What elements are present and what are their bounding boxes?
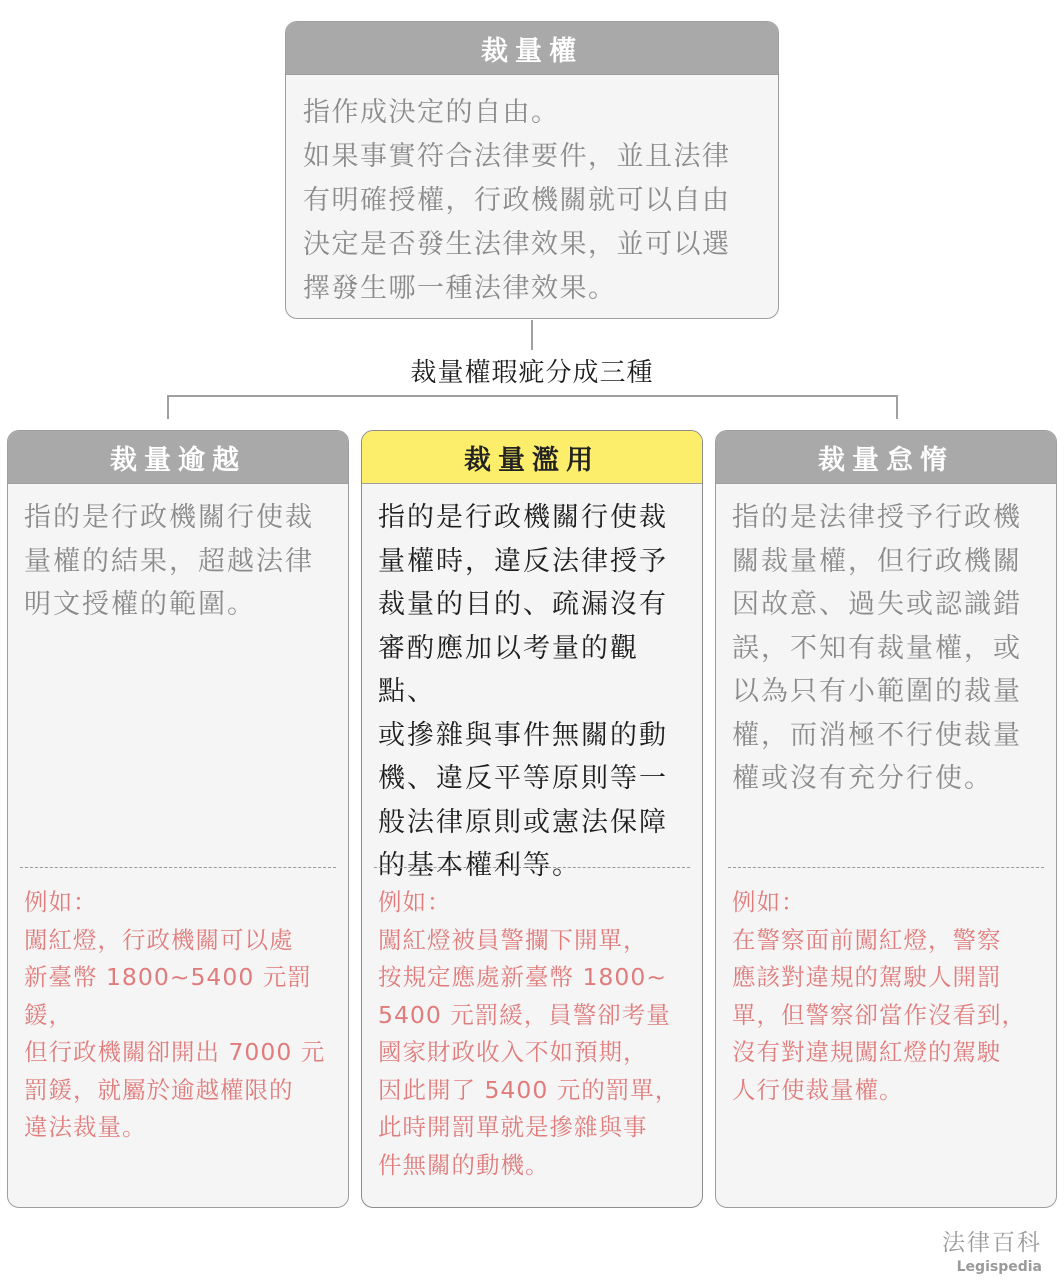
discretion-definition-line: 擇發生哪一種法律效果。 xyxy=(303,273,617,304)
example-line: 闖紅燈，行政機關可以處 xyxy=(24,925,294,954)
definition-line: 量權的結果，超越法律 xyxy=(24,545,314,577)
brand-name-en: Legispedia xyxy=(956,1259,1042,1275)
example-section xyxy=(24,884,336,1147)
example-line: 件無關的動機。 xyxy=(378,1150,550,1179)
example-section xyxy=(732,884,1044,1109)
failure-title: 裁量怠惰 xyxy=(716,431,1056,484)
discretion-title: 裁量權 xyxy=(286,22,778,75)
example-line: 按規定應處新臺幣 1800~ xyxy=(378,963,667,991)
definition-line: 以為只有小範圍的裁量 xyxy=(732,676,1022,707)
connector-horizontal xyxy=(167,395,897,397)
example-line: 違法裁量。 xyxy=(24,1113,147,1141)
connector-vertical-top xyxy=(531,320,533,350)
example-line: 罰鍰，就屬於逾越權限的 xyxy=(24,1075,294,1104)
discretion-definition-line: 有明確授權，行政機關就可以自由 xyxy=(303,185,731,216)
example-line: 沒有對違規闖紅燈的駕駛 xyxy=(732,1038,1002,1066)
definition-line: 指的是行政機關行使裁 xyxy=(24,502,314,533)
discretion-definition-line: 決定是否發生法律效果，並可以選 xyxy=(303,229,731,260)
branch-label: 裁量權瑕疵分成三種 xyxy=(410,358,654,388)
example-line: 國家財政收入不如預期， xyxy=(378,1038,648,1066)
connector-left-drop xyxy=(167,395,169,419)
definition-line: 裁量的目的、疏漏沒有 xyxy=(378,589,668,620)
example-label: 例如： xyxy=(732,888,806,916)
definition-line: 權，而消極不行使裁量 xyxy=(732,719,1022,751)
example-label: 例如： xyxy=(378,888,452,916)
discretion-definition-line: 如果事實符合法律要件，並且法律 xyxy=(303,141,731,172)
example-line: 應該對違規的駕駛人開罰 xyxy=(732,963,1002,991)
example-line: 但行政機關卻開出 7000 元 xyxy=(24,1038,326,1066)
abuse-of-discretion-box xyxy=(361,430,703,1208)
discretion-definition-line: 指作成決定的自由。 xyxy=(303,97,560,128)
example-line: 在警察面前闖紅燈，警察 xyxy=(732,925,1002,954)
definition-line: 的基本權利等。 xyxy=(378,850,581,881)
example-line: 闖紅燈被員警攔下開單， xyxy=(378,925,648,954)
failure-to-exercise-discretion-box xyxy=(715,430,1057,1208)
definition-line: 因故意、過失或認識錯 xyxy=(732,589,1022,620)
brand-name-zh: 法律百科 xyxy=(942,1230,1042,1256)
example-line: 此時開罰單就是摻雜與事 xyxy=(378,1113,648,1141)
overstepping-discretion-box xyxy=(7,430,349,1208)
example-line: 因此開了 5400 元的罰單， xyxy=(378,1075,680,1104)
definition-line: 或摻雜與事件無關的動 xyxy=(378,719,668,751)
example-label: 例如： xyxy=(24,888,98,916)
definition-line: 誤，不知有裁量權，或 xyxy=(732,632,1022,664)
definition-line: 指的是法律授予行政機 xyxy=(732,502,1022,533)
definition-line: 指的是行政機關行使裁 xyxy=(378,502,668,533)
definition-line: 權或沒有充分行使。 xyxy=(732,763,993,794)
example-line: 5400 元罰緩，員警卻考量 xyxy=(378,1000,671,1029)
example-line: 人行使裁量權。 xyxy=(732,1075,904,1104)
overstepping-title: 裁量逾越 xyxy=(8,431,348,484)
example-line: 單，但警察卻當作沒看到， xyxy=(732,1000,1026,1029)
definition-line: 關裁量權，但行政機關 xyxy=(732,545,1022,577)
definition-line: 審酌應加以考量的觀點、 xyxy=(378,632,639,707)
discretion-definition-box xyxy=(285,21,779,319)
dashed-divider xyxy=(374,867,690,868)
definition-line: 機、違反平等原則等一 xyxy=(378,763,668,794)
example-section xyxy=(378,884,690,1184)
definition-line: 般法律原則或憲法保障 xyxy=(378,806,668,838)
example-line: 新臺幣 1800~5400 元罰鍰， xyxy=(24,963,312,1029)
abuse-title: 裁量濫用 xyxy=(362,431,702,484)
definition-line: 明文授權的範圍。 xyxy=(24,589,256,620)
dashed-divider xyxy=(20,867,336,868)
definition-line: 量權時，違反法律授予 xyxy=(378,545,668,577)
connector-right-drop xyxy=(896,395,898,419)
brand-logo xyxy=(942,1224,1042,1275)
dashed-divider xyxy=(728,867,1044,868)
